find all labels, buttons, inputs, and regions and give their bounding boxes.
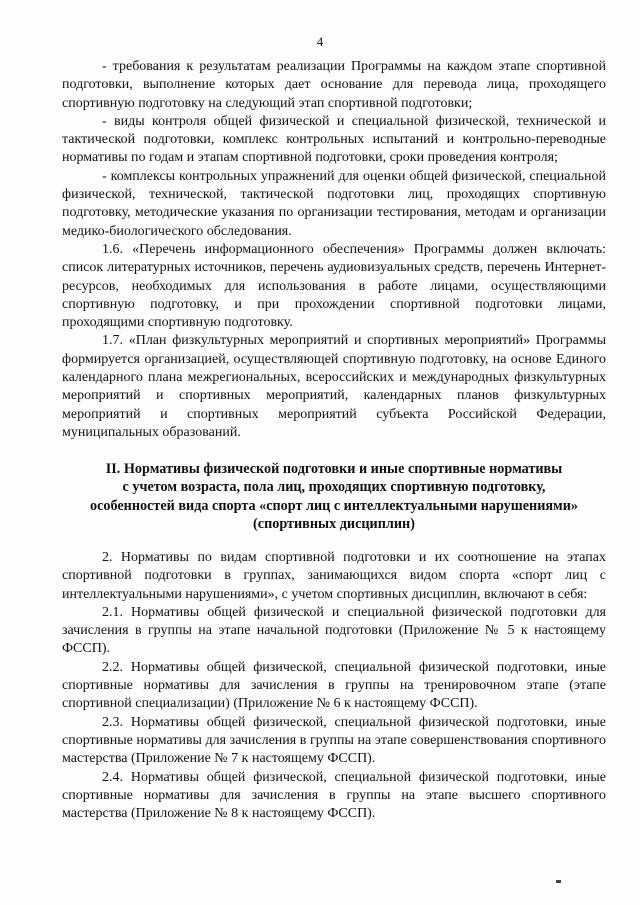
scan-artifact (556, 880, 561, 883)
heading-line: особенностей вида спорта «спорт лиц с интеллектуальными нарушениями» (89, 497, 578, 514)
heading-line: с учетом возраста, пола лиц, проходящих спортивную подготовку, (122, 479, 546, 496)
section-heading (62, 460, 606, 533)
paragraph-2-2: 2.2. Нормативы общей физической, специальной физической подготовки, иные спортивные нормативы для зачисления в группы на тренировочном этапе (этапе спортивной специализации) (Приложение № 6 к настоящему ФССП). (62, 659, 606, 712)
paragraph-1-6: 1.6. «Перечень информационного обеспечения» Программы должен включать: список литературных источников, перечень аудиовизуальных средств, перечень Интернет-ресурсов, необходимых для использования в работе лицами, осуществляющими спортивную подготовку, и при прохождении спортивной подготовки лицами, проходящими спортивную подготовку. (62, 241, 606, 331)
bottom-text-block (62, 549, 606, 823)
page-number: 4 (316, 34, 324, 49)
paragraph-2-4: 2.4. Нормативы общей физической, специальной физической подготовки, иные спортивные нормативы для зачисления в группы на этапе высшего спортивного мастерства (Приложение № 8 к настоящему ФССП). (62, 769, 606, 822)
paragraph-2-3: 2.3. Нормативы общей физической, специальной физической подготовки, иные спортивные нормативы для зачисления в группы на этапе совершенствования спортивного мастерства (Приложение № 7 к настоящему ФССП). (62, 714, 606, 767)
paragraph-2-1: 2.1. Нормативы общей физической и специальной физической подготовки для зачисления в группы на этапе начальной подготовки (Приложение № 5 к настоящему ФССП). (62, 604, 606, 657)
paragraph-1-7: 1.7. «План физкультурных мероприятий и спортивных мероприятий» Программы формируется организацией, осуществляющей спортивную подготовку, на основе Единого календарного плана межрегиональных, всероссийских и международных физкультурных мероприятий и спортивных мероприятий, календарных планов физкультурных мероприятий и спортивных мероприятий субъекта Российской Федерации, муниципальных образований. (62, 333, 606, 440)
paragraph-2: 2. Нормативы по видам спортивной подготовки и их соотношение на этапах спортивной подготовки в группах, занимающихся видом спорта «спорт лиц с интеллектуальными нарушениями», с учетом спортивных дисциплин, включают в себя: (62, 550, 606, 602)
paragraph-requirements: - требования к результатам реализации Программы на каждом этапе спортивной подготовки, выполнение которых дает основание для перевода лица, проходящего спортивную подготовку на следующий этап спортивной подготовки; (62, 59, 606, 111)
heading-line: (спортивных дисциплин) (253, 515, 415, 532)
paragraph-control-exercises: - комплексы контрольных упражнений для оценки общей физической, специальной физической, технической, тактической подготовки лиц, проходящих спортивную подготовку, методические указания по организации тестирования, методам и организации медико-биологического обследования. (62, 168, 606, 239)
paragraph-control-types: - виды контроля общей физической и специальной физической, технической и тактической подготовки, комплекс контрольных испытаний и контрольно-переводные нормативы по годам и этапам спортивной подготовки, сроки проведения контроля; (62, 113, 606, 166)
heading-line: II. Нормативы физической подготовки и иные спортивные нормативы (105, 461, 563, 477)
top-text-block (62, 58, 606, 442)
